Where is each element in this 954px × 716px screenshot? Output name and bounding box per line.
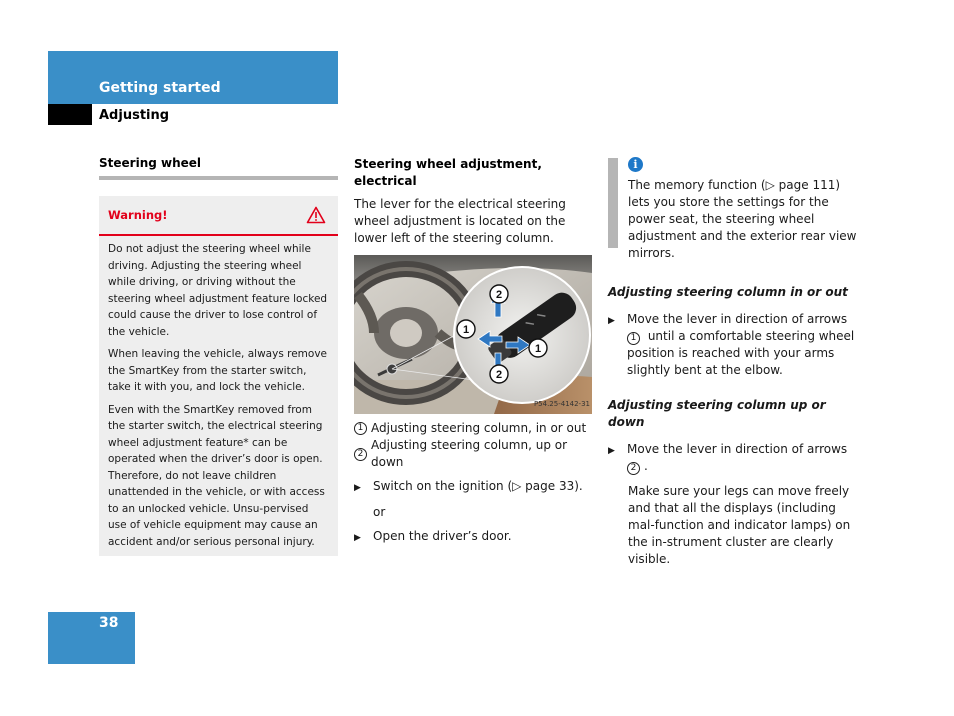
figure-id: P54.25-4142-31	[533, 400, 590, 408]
steering-lever-illustration	[354, 255, 592, 414]
figure-legend	[354, 420, 594, 471]
warning-paragraph: Even with the SmartKey removed from the starter switch, the electrical steering wheel adjustment feature* can be operated when the driver’s door is open. Therefore, do not leave children unattended in the vehicle, or with access to an unlocked vehicle. Unsu-pervised use of vehicle equipment may cause an accident and/or serious personal injury.	[108, 403, 325, 548]
legend-item	[354, 437, 594, 471]
column-adjusting-column	[608, 156, 858, 568]
subheading-up-down: Adjusting steering column up or down	[608, 398, 826, 429]
warning-paragraph: When leaving the vehicle, always remove the SmartKey from the starter switch, take it with you, and lock the vehicle.	[108, 348, 327, 393]
steering-column-figure	[354, 255, 592, 414]
step-open-door	[354, 528, 594, 547]
page-number: 38	[99, 615, 119, 631]
figure-callout-right: 1	[534, 343, 542, 355]
warning-triangle-icon	[306, 206, 326, 224]
header-band	[48, 51, 338, 104]
inline-number: 1	[627, 332, 640, 345]
warning-paragraph: Do not adjust the steering wheel while driving. Adjusting the steering wheel while driving, or driving without the steering wheel adjustment feature locked could cause the driver to lose control of the vehicle.	[108, 243, 328, 338]
bullet-arrow-icon: ▶	[608, 446, 615, 456]
step-text: Move the lever in direction of arrows 1 until a comfortable steering wheel position is reached with your arms slightly bent at the elbow.	[627, 312, 855, 377]
subheading-in-out: Adjusting steering column in or out	[608, 285, 848, 299]
warning-header	[99, 196, 338, 236]
info-box	[608, 156, 858, 266]
warning-label: Warning!	[108, 208, 168, 222]
step-in-out	[608, 311, 858, 379]
info-text: The memory function (▷ page 111) lets you store the settings for the power seat, the steering wheel adjustment and the exterior rear view mirrors.	[628, 178, 857, 260]
warning-body	[99, 236, 338, 556]
bullet-arrow-icon: ▶	[608, 316, 615, 326]
step-ignition	[354, 478, 594, 497]
legend-item	[354, 420, 594, 437]
legend-text: Adjusting steering column, in or out	[371, 421, 587, 435]
section-title: Adjusting	[99, 108, 170, 123]
inline-number: 2	[627, 462, 640, 475]
step-text: Move the lever in direction of arrows 2 .	[627, 442, 848, 473]
step-text: Open the driver’s door.	[373, 529, 512, 543]
info-bar	[608, 158, 618, 248]
heading-steering-wheel: Steering wheel	[99, 156, 338, 180]
heading-electrical-adjustment: Steering wheel adjustment, electrical	[354, 157, 542, 188]
info-icon: i	[628, 157, 643, 172]
legend-text: Adjusting steering column, up or down	[371, 438, 568, 469]
bullet-arrow-icon: ▶	[354, 483, 361, 493]
step-text: Switch on the ignition (▷ page 33).	[373, 479, 583, 493]
warning-box	[99, 196, 338, 556]
legend-number: 1	[354, 422, 367, 435]
or-text: or	[373, 505, 386, 519]
column-steering-wheel	[99, 156, 338, 556]
bullet-arrow-icon: ▶	[354, 533, 361, 543]
figure-callout-top: 2	[495, 289, 503, 301]
intro-paragraph: The lever for the electrical steering wheel adjustment is located on the lower left of the steering column.	[354, 197, 566, 245]
column-electrical-adjustment	[354, 156, 594, 547]
page-reference-link[interactable]: ▷ page 111	[765, 178, 836, 192]
chapter-title: Getting started	[99, 80, 221, 96]
note-paragraph: Make sure your legs can move freely and that all the displays (including mal-function and indicator lamps) on the in-strument cluster are clearly visible.	[628, 484, 851, 566]
page-reference-link[interactable]: ▷ page 33	[512, 479, 575, 493]
page-number-box	[48, 612, 135, 664]
figure-callout-left: 1	[462, 324, 470, 336]
figure-callout-bottom: 2	[495, 369, 503, 381]
section-marker	[48, 104, 92, 125]
legend-number: 2	[354, 448, 367, 461]
step-up-down	[608, 441, 858, 475]
